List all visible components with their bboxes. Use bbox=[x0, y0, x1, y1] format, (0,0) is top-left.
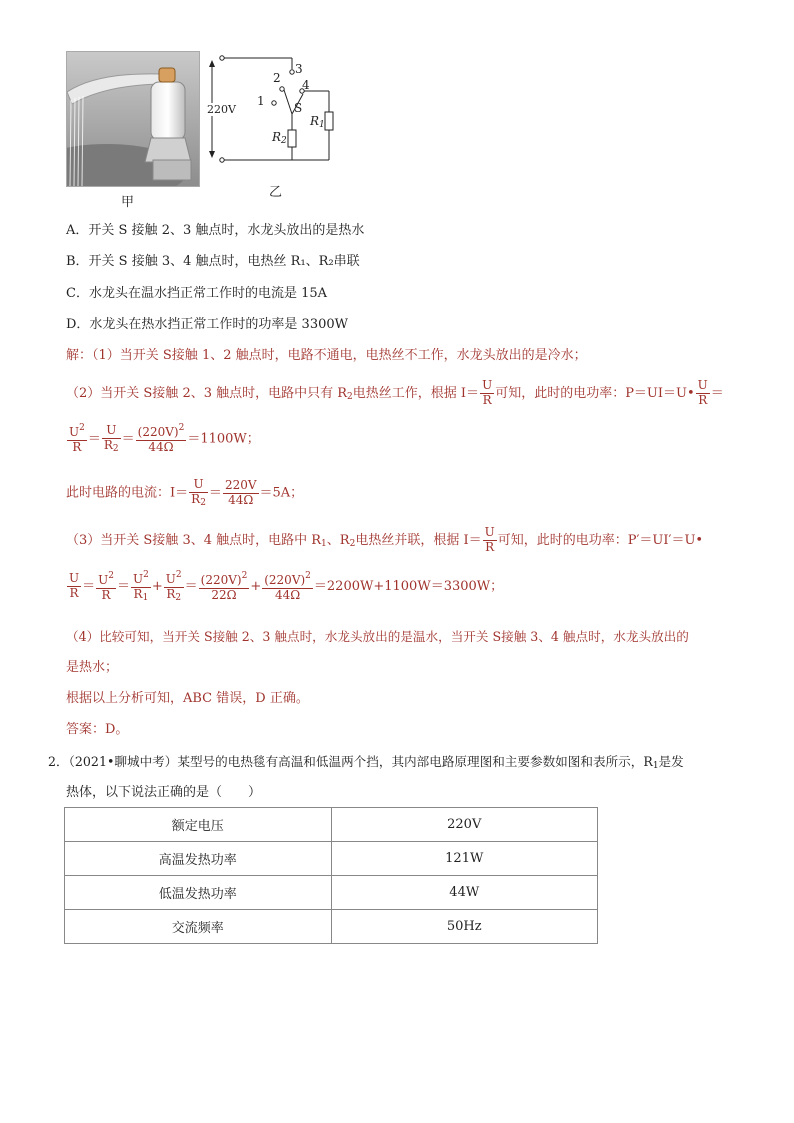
table-cell-label: 低温发热功率 bbox=[65, 876, 332, 910]
switch-label: S bbox=[294, 101, 303, 115]
answer: 答案：D。 bbox=[66, 722, 129, 737]
faucet-illustration bbox=[67, 52, 199, 186]
terminal-top bbox=[220, 56, 224, 60]
table-cell-label: 额定电压 bbox=[65, 808, 332, 842]
contact-label-3: 3 bbox=[295, 62, 303, 76]
faucet-photo bbox=[66, 51, 200, 187]
contact-label-2: 2 bbox=[273, 71, 281, 85]
table-row bbox=[65, 910, 598, 944]
option-b: B．开关 S 接触 3、4 触点时，电热丝 R₁、R₂串联 bbox=[66, 254, 360, 269]
solution-step-3: （3）当开关 S接触 3、4 触点时，电路中 $R_1$、$R_2$电热丝并联，根据 I＝ $\frac{U}{R}$ 可知，此时的电功率：P′＝UI′＝U• bbox=[66, 525, 704, 554]
equation-warm-power: $\frac{U^2}{R}$ ＝ $\frac{U}{R_2}$ ＝ $\frac{(220V)^2}{44\Omega}$ ＝1100W； bbox=[69, 422, 260, 454]
solution-conclusion: 根据以上分析可知，ABC 错误，D 正确。 bbox=[66, 691, 309, 706]
table-row bbox=[65, 808, 598, 842]
question-2-line-2: 热体，以下说法正确的是（ ） bbox=[66, 785, 262, 800]
table-cell-value: 44W bbox=[331, 876, 598, 910]
table-cell-value: 220V bbox=[331, 808, 598, 842]
contact-2 bbox=[280, 87, 284, 91]
parameter-table bbox=[64, 807, 598, 944]
figure-label-jia: 甲 bbox=[121, 195, 135, 210]
r1-label: $R_1$ bbox=[310, 114, 325, 130]
table-cell-value: 50Hz bbox=[331, 910, 598, 944]
voltage-label: 220V bbox=[207, 103, 236, 116]
question-2-line-1: 2．（2021•聊城中考）某型号的电热毯有高温和低温两个挡，其内部电路原理图和主要参数如图和表所示，$R_1$是发 bbox=[48, 754, 684, 771]
table-cell-value: 121W bbox=[331, 842, 598, 876]
solution-step-4: （4）比较可知，当开关 S接触 2、3 触点时，水龙头放出的是温水，当开关 S接触 3、4 触点时，水龙头放出的 bbox=[66, 629, 689, 644]
terminal-bottom bbox=[220, 158, 224, 162]
option-d: D．水龙头在热水挡正常工作时的功率是 3300W bbox=[66, 317, 349, 332]
table-row bbox=[65, 876, 598, 910]
solution-step-2: （2）当开关 S接触 2、3 触点时，电路中只有 $R_2$电热丝工作，根据 I＝ $\frac{U}{R}$ 可知，此时的电功率：P＝UI＝U• $\frac{U}{R}$ ＝ bbox=[66, 378, 724, 407]
resistor-r1 bbox=[325, 112, 333, 130]
equation-warm-current: 此时电路的电流：I＝ $\frac{U}{R_2}$ ＝ $\frac{220V}{44\Omega}$ ＝5A； bbox=[66, 477, 304, 508]
contact-label-4: 4 bbox=[302, 78, 310, 92]
contact-3 bbox=[290, 70, 294, 74]
table-cell-label: 交流频率 bbox=[65, 910, 332, 944]
option-c: C．水龙头在温水挡正常工作时的电流是 15A bbox=[66, 286, 328, 301]
equation-hot-power: $\frac{U}{R}$ ＝ $\frac{U^2}{R}$ ＝ $\frac{U^2}{R_1}$ + $\frac{U^2}{R_2}$ ＝ $\frac{(220V)^2}{22\Omega}$ + $\frac{(220V)^2}{44\Omega}$ ＝2200W+1100W＝3300W； bbox=[69, 570, 504, 603]
figure-label-yi: 乙 bbox=[269, 185, 283, 200]
option-a: A．开关 S 接触 2、3 触点时，水龙头放出的是热水 bbox=[66, 223, 365, 238]
table-row bbox=[65, 842, 598, 876]
r2-label: $R_2$ bbox=[272, 130, 287, 146]
solution-step-1: 解：（1）当开关 S接触 1、2 触点时，电路不通电，电热丝不工作，水龙头放出的是冷水； bbox=[66, 348, 587, 363]
solution-step-4-cont: 是热水； bbox=[66, 660, 119, 675]
contact-label-1: 1 bbox=[257, 94, 265, 108]
resistor-r2 bbox=[288, 130, 296, 147]
switch-arm bbox=[284, 90, 292, 114]
table-cell-label: 高温发热功率 bbox=[65, 842, 332, 876]
contact-1 bbox=[272, 101, 276, 105]
